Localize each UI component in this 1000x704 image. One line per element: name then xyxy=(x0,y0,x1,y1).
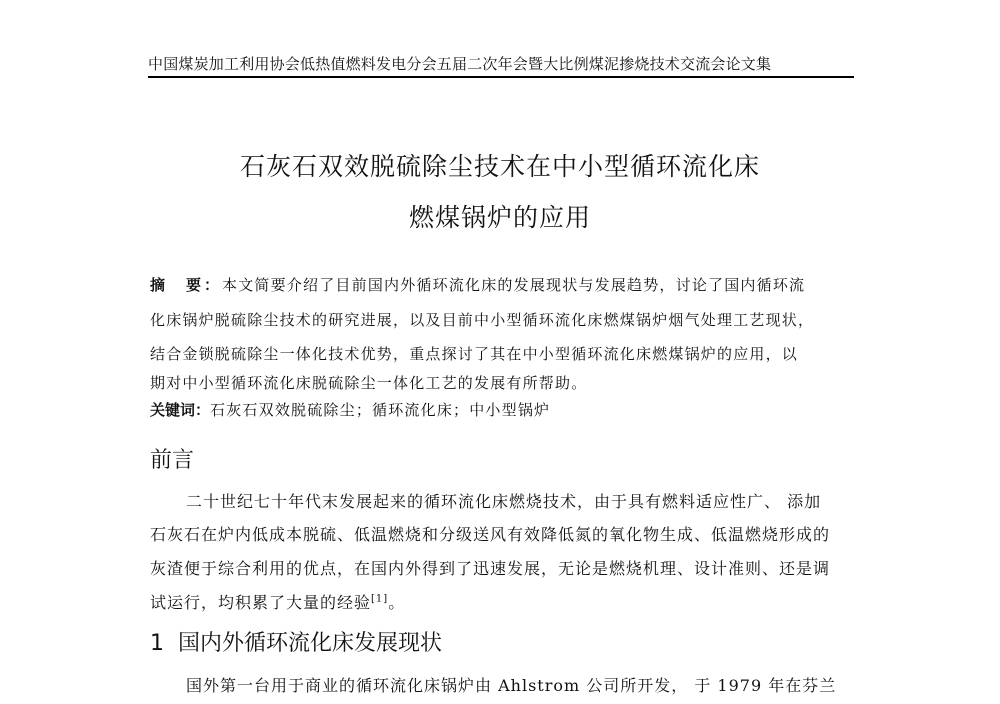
preface-line4 xyxy=(150,590,850,613)
preface-line4-text: 试运行，均积累了大量的经验 xyxy=(150,593,372,612)
paper-title-line2: 燃煤锅炉的应用 xyxy=(408,203,591,232)
keywords-line xyxy=(150,399,850,420)
keywords-label: 关键词： xyxy=(150,401,211,419)
abstract-line3: 结合金锁脱硫除尘一体化技术优势，重点探讨了其在中小型循环流化床燃煤锅炉的应用，以 xyxy=(150,345,799,363)
preface-line3: 灰渣便于综合利用的优点，在国内外得到了迅速发展，无论是燃烧机理、设计准则、还是调 xyxy=(150,559,831,578)
abstract-label: 摘 要： xyxy=(150,276,223,294)
abstract-line4: 期对中小型循环流化床脱硫除尘一体化工艺的发展有所帮助。 xyxy=(150,374,588,392)
header-rule xyxy=(148,76,854,78)
section1-heading xyxy=(150,626,442,657)
section1-line1: 国外第一台用于商业的循环流化床锅炉由 Ahlstrom 公司所开发， 于 1979 年在芬兰 xyxy=(186,676,837,695)
citation-ref: [1] xyxy=(371,593,389,605)
paper-title-line1: 石灰石双效脱硫除尘技术在中小型循环流化床 xyxy=(239,152,760,181)
abstract-text-1: 本文简要介绍了目前国内外循环流化床的发展现状与发展趋势，讨论了国内循环流 xyxy=(222,276,806,294)
preface-line4-end: 。 xyxy=(388,593,406,612)
preface-line2: 石灰石在炉内低成本脱硫、低温燃烧和分级送风有效降低氮的氧化物生成、低温燃烧形成的 xyxy=(150,525,831,544)
abstract-line1 xyxy=(150,274,850,295)
section1-number: 1 xyxy=(150,631,164,656)
preface-line1: 二十世纪七十年代末发展起来的循环流化床燃烧技术，由于具有燃料适应性广、 添加 xyxy=(186,492,822,511)
section1-title: 国内外循环流化床发展现状 xyxy=(178,631,443,656)
keywords-text: 石灰石双效脱硫除尘；循环流化床；中小型锅炉 xyxy=(210,401,551,419)
preface-heading: 前言 xyxy=(150,448,195,473)
proceedings-header: 中国煤炭加工利用协会低热值燃料发电分会五届二次年会暨大比例煤泥掺烧技术交流会论文集 xyxy=(148,55,772,73)
abstract-line2: 化床锅炉脱硫除尘技术的研究进展，以及目前中小型循环流化床燃煤锅炉烟气处理工艺现状， xyxy=(150,311,815,329)
